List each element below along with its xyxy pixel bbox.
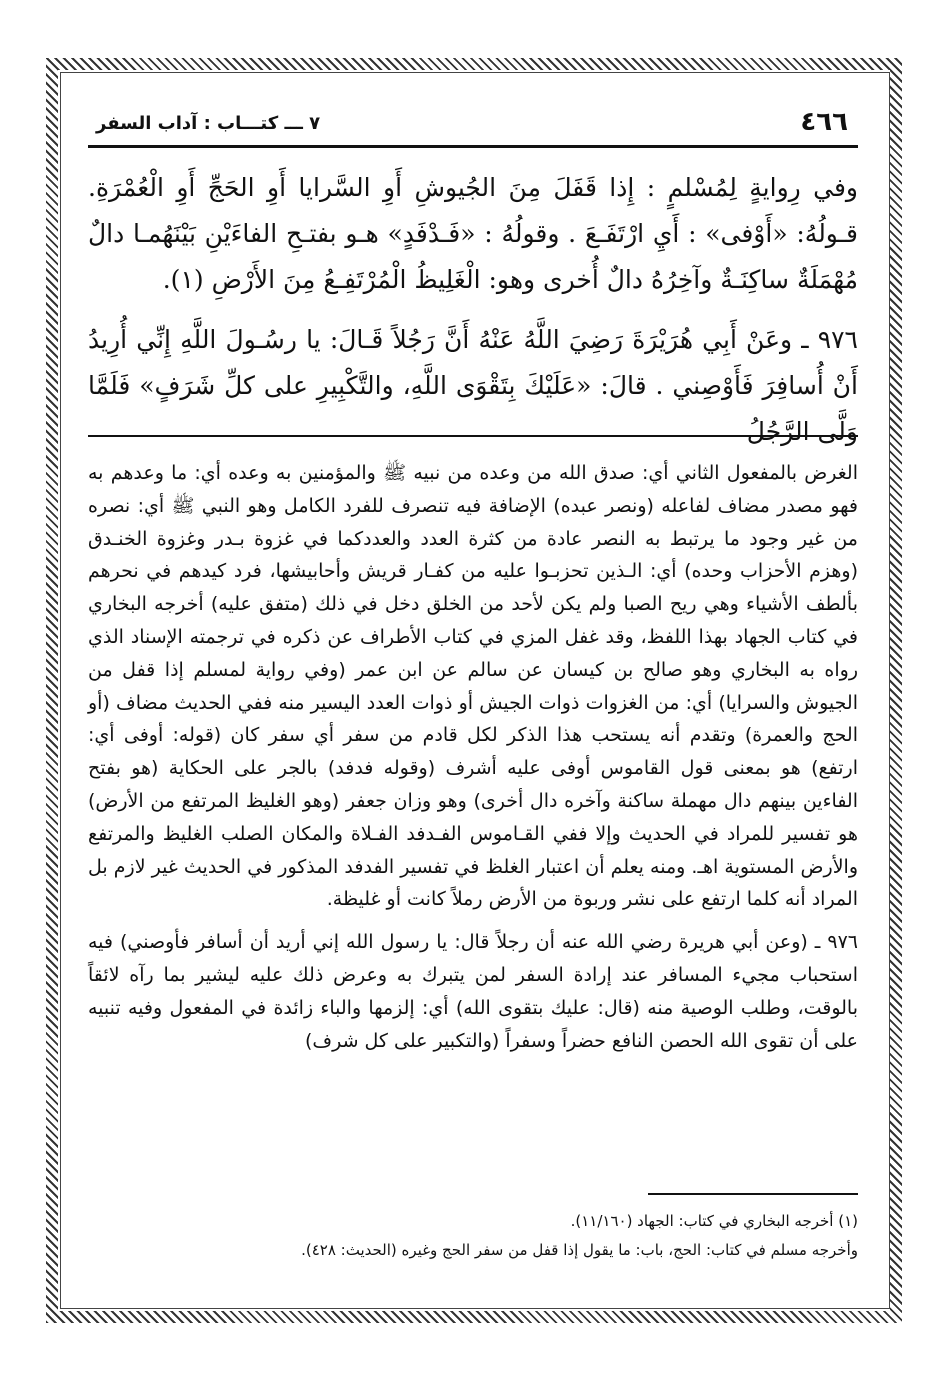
- section-divider: [88, 435, 858, 437]
- main-paragraph: وفي رِوايةٍ لِمُسْلمٍ : إِذا قَفَلَ مِنَ الجُيوشِ أَوِ السَّرايا أَوِ الحَجِّ أَوِ الْعُمْرَةِ. قـولُهُ: «أَوْفى» : أَيِ ارْتَفَـعَ . وقولُهُ : «فَـدْفَدٍ» هـو بفتـحِ الفاءَيْنِ بَيْنَهُمـا دالٌ مُهْمَلَةٌ ساكِنَـةٌ وآخِرُهُ دالٌ أُخرى وهو: الْغَلِيظُ الْمُرْتَفِـعُ مِنَ الأَرْضِ (١).: [88, 173, 858, 294]
- footnote-divider: [648, 1193, 858, 1195]
- footnote-2: وأخرجه مسلم في كتاب: الحج، باب: ما يقول إذا قفل من سفر الحج وغيره (الحديث: ٤٢٨).: [301, 1241, 858, 1259]
- main-text: [88, 165, 858, 469]
- hadith-paragraph: ٩٧٦ ـ وعَنْ أَبِي هُرَيْرَةَ رَضِيَ اللَّهُ عَنْهُ أَنَّ رَجُلاً قَـالَ: يا رسُـولَ اللَّهِ إِنِّي أُرِيدُ أَنْ أُسافِرَ فَأَوْصِني . قالَ: «عَلَيْكَ بِتَقْوَى اللَّهِ، والتَّكْبِيرِ على كلِّ شَرَفٍ» فَلَمَّا وَلَّى الرَّجُلُ: [88, 325, 858, 446]
- book-page: [88, 95, 858, 1285]
- commentary-paragraph-hadith: ٩٧٦ ـ (وعن أبي هريرة رضي الله عنه أن رجلاً قال: يا رسول الله إني أريد أن أسافر فأوصني) فيه استحباب مجيء المسافر عند إرادة السفر لمن يتبرك به وعرض ذلك عليه ليشير بما رآه لائقاً بالوقت، وطلب الوصية منه (قال: عليك بتقوى الله) أي: إلزمها والباء زائدة في المفعول وفيه تنبيه على أن تقوى الله الحصن النافع حضراً وسفراً (والتكبير على كل شرف): [88, 931, 858, 1052]
- running-title: ٧ ـــ كتـــاب : آداب السفر: [96, 113, 321, 134]
- footnote-1: (١) أخرجه البخاري في كتاب: الجهاد (١١/١٦٠).: [570, 1212, 858, 1230]
- footnotes: [88, 1207, 858, 1265]
- commentary: [88, 457, 858, 1067]
- page-number: ٤٦٦: [800, 107, 848, 137]
- page-header: [88, 105, 858, 148]
- commentary-paragraph: الغرض بالمفعول الثاني أي: صدق الله من وعده من نبيه ﷺ والمؤمنين به وعده أي: ما وعدهم به فهو مصدر مضاف لفاعله (ونصر عبده) الإضافة فيه تنصرف للفرد الكامل وهو النبي ﷺ أي: نصره من غير وجود ما يرتبط به النصر عادة من كثرة العدد والعددكما في غزوة بـدر وغزوة الخنـدق (وهزم الأحزاب وحده) أي: الـذين تحزبـوا عليه من كفـار قريش وأحابيشها، فرد كيدهم في نحرهم بألطف الأشياء وهي ريح الصبا ولم يكن لأحد من الخلق دخل في ذلك (متفق عليه) أخرجه البخاري في كتاب الجهاد بهذا اللفظ، وقد غفل المزي في كتاب الأطراف عن ذكره في ترجمته الإسناد الذي رواه به البخاري وهو صالح بن كيسان عن سالم عن ابن عمر (وفي رواية لمسلم إذا قفل من الجيوش والسرايا) أي: من الغزوات ذوات الجيش أو ذوات العدد اليسير منه ففي الحديث مضاف (أو الحج والعمرة) وتقدم أنه يستحب هذا الذكر لكل قادم من سفر أي سفر كان (قوله: أوفى أي: ارتفع) هو بمعنى قول القاموس أوفى عليه أشرف (وقوله فدفد) بالجر على الحكاية (هو بفتح الفاءين بينهم دال مهملة ساكنة وآخره دال أخرى) وهو وزان جعفر (وهو الغليظ المرتفع من الأرض) هو تفسير للمراد في الحديث وإلا ففي القـاموس الفـدفد الفـلاة والمكان الصلب الغليظ والمرتفع والأرض المستوية اهـ. ومنه يعلم أن اعتبار الغلظ في تفسير الفدفد المذكور في الحديث غير لازم بل المراد أنه كلما ارتفع على نشر وربوة من الأرض رملاً كانت أو غليظة.: [88, 462, 858, 911]
